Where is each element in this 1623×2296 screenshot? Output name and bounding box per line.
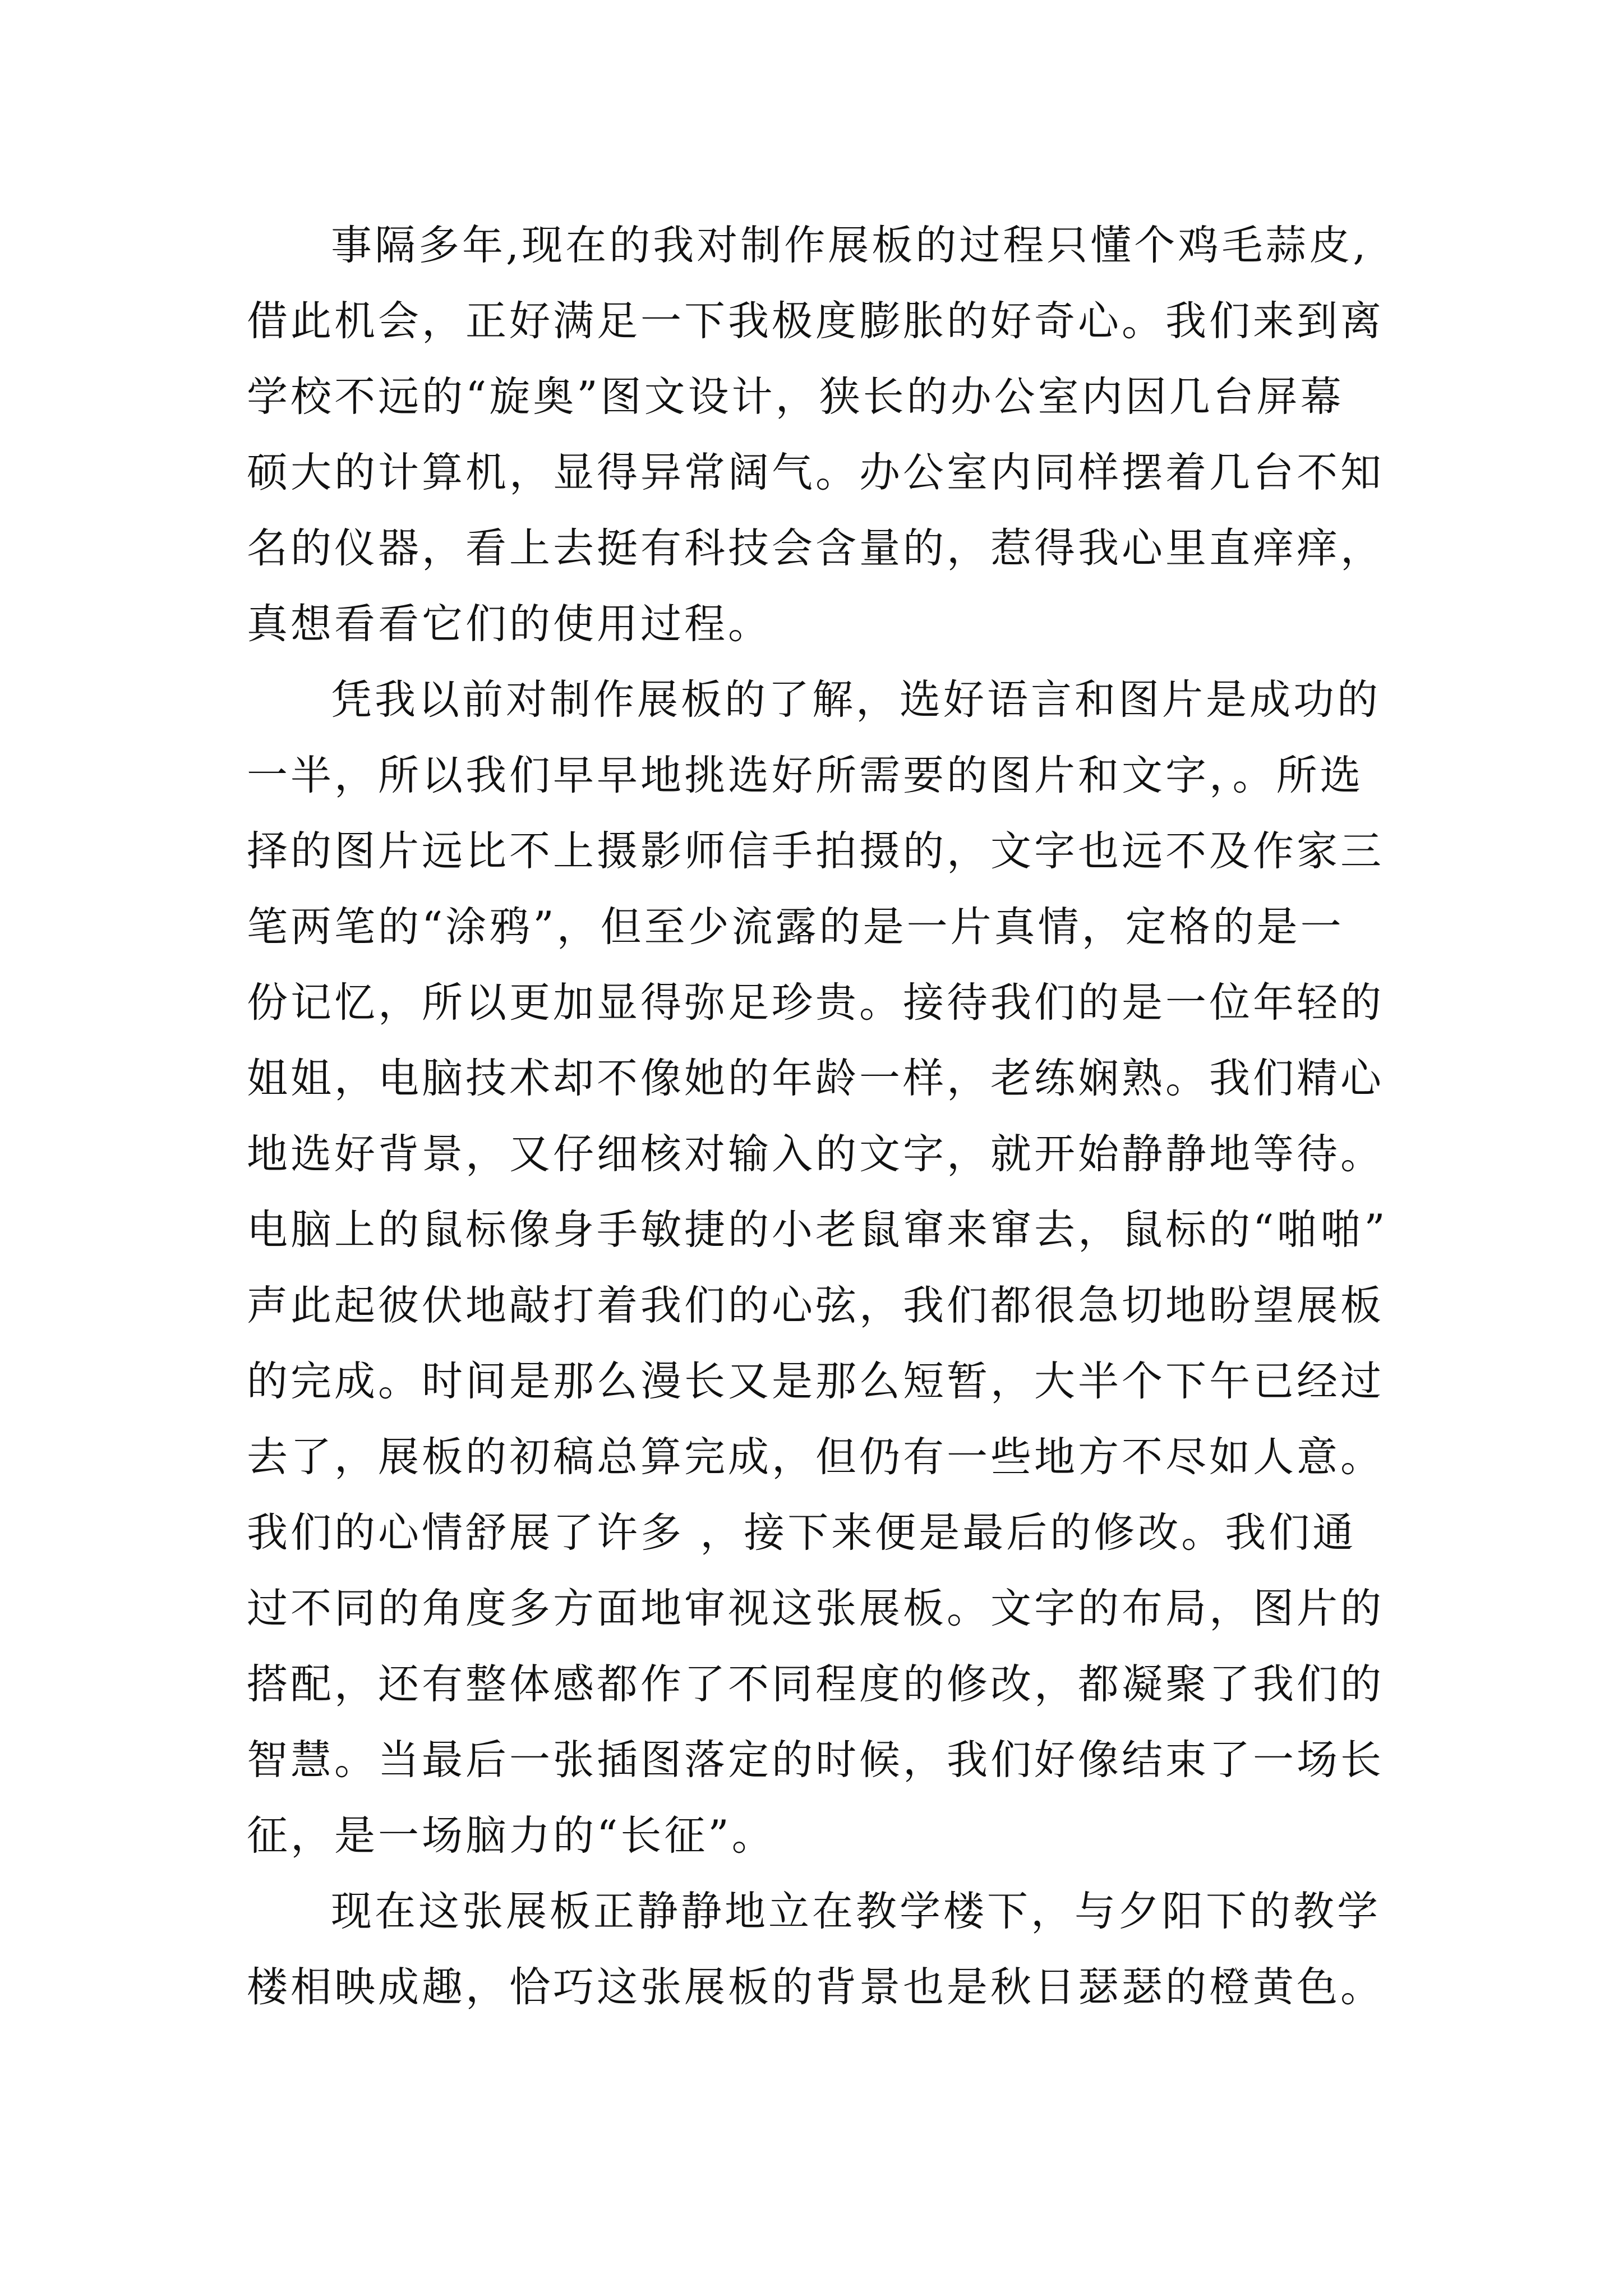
- text-line: 名的仪器，看上去挺有科技会含量的，惹得我心里直痒痒，: [247, 524, 1384, 572]
- text-line: 楼相映成趣，恰巧这张展板的背景也是秋日瑟瑟的橙黄色。: [247, 1963, 1384, 2011]
- body-text: [247, 208, 1413, 2025]
- text-line: 搭配，还有整体感都作了不同程度的修改，都凝聚了我们的: [247, 1660, 1384, 1708]
- text-line: 我们的心情舒展了许多 ，接下来便是最后的修改。我们通: [247, 1509, 1357, 1557]
- text-line: 真想看看它们的使用过程。: [247, 600, 772, 648]
- text-line: 份记忆，所以更加显得弥足珍贵。接待我们的是一位年轻的: [247, 979, 1384, 1027]
- paragraph-2: [247, 662, 1413, 1874]
- text-line: 过不同的角度多方面地审视这张展板。文字的布局，图片的: [247, 1585, 1384, 1632]
- text-line: 学校不远的“旋奥”图文设计，狭长的办公室内因几台屏幕: [247, 373, 1344, 421]
- text-line: 现在这张展板正静静地立在教学楼下，与夕阳下的教学: [331, 1888, 1381, 1935]
- text-line: 笔两笔的“涂鸦”，但至少流露的是一片真情，定格的是一: [247, 903, 1344, 951]
- text-line: 地选好背景，又仔细核对输入的文字，就开始静静地等待。: [247, 1130, 1384, 1178]
- text-line: 电脑上的鼠标像身手敏捷的小老鼠窜来窜去，鼠标的“啪啪”: [247, 1206, 1388, 1254]
- text-line: 姐姐，电脑技术却不像她的年龄一样，老练娴熟。我们精心: [247, 1055, 1384, 1102]
- text-line: 事隔多年,现在的我对制作展板的过程只懂个鸡毛蒜皮,: [331, 222, 1369, 269]
- text-line: 择的图片远比不上摄影师信手拍摄的，文字也远不及作家三: [247, 827, 1384, 875]
- text-line: 借此机会，正好满足一下我极度膨胀的好奇心。我们来到离: [247, 297, 1384, 345]
- paragraph-1: [247, 208, 1413, 662]
- text-line: 征，是一场脑力的“长征”。: [247, 1812, 776, 1860]
- text-line: 的完成。时间是那么漫长又是那么短暂，大半个下午已经过: [247, 1358, 1384, 1405]
- paragraph-3: [247, 1874, 1413, 2025]
- text-line: 硕大的计算机，显得异常阔气。办公室内同样摆着几台不知: [247, 449, 1384, 496]
- text-line: 一半，所以我们早早地挑选好所需要的图片和文字，。所选: [247, 752, 1364, 799]
- text-line: 声此起彼伏地敲打着我们的心弦，我们都很急切地盼望展板: [247, 1282, 1384, 1329]
- text-line: 凭我以前对制作展板的了解，选好语言和图片是成功的: [331, 676, 1381, 724]
- text-line: 智慧。当最后一张插图落定的时候，我们好像结束了一场长: [247, 1736, 1384, 1784]
- text-line: 去了，展板的初稿总算完成，但仍有一些地方不尽如人意。: [247, 1433, 1384, 1481]
